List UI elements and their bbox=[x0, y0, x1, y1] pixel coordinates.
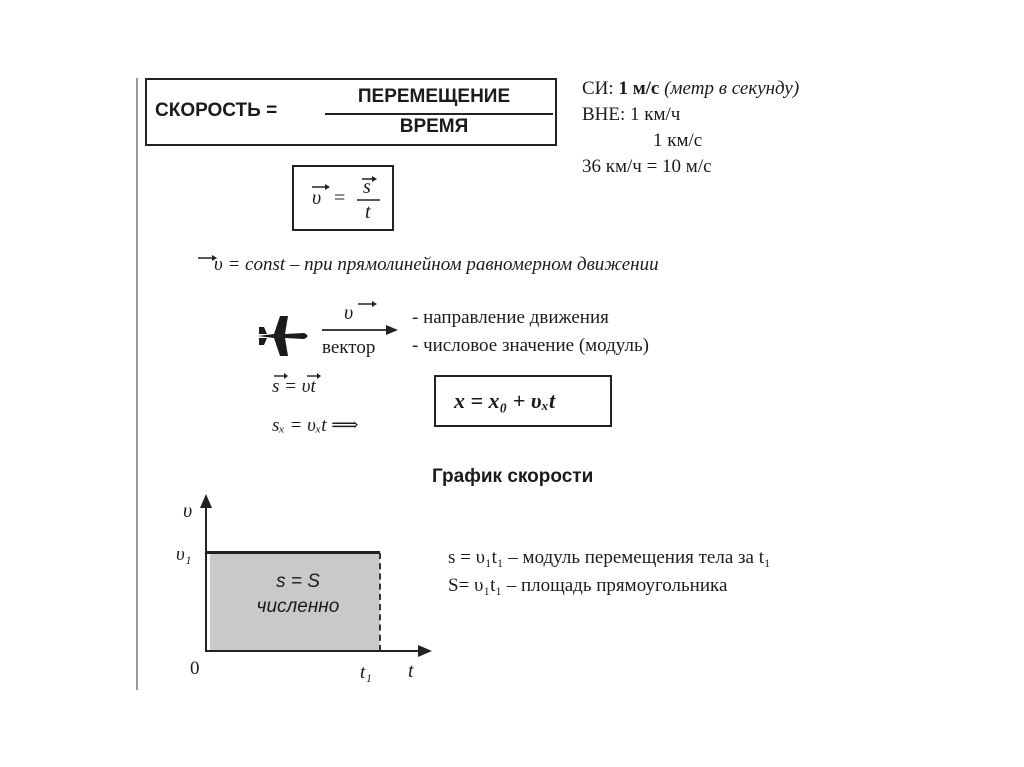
projection-formula: sₓ = υₓt ⟹ bbox=[272, 415, 359, 436]
const-line bbox=[214, 254, 659, 276]
vector-label: вектор bbox=[322, 337, 376, 358]
airplane-icon bbox=[256, 312, 312, 360]
graph-title: График скорости bbox=[432, 466, 594, 487]
units-si-prefix: СИ: bbox=[582, 78, 614, 99]
vector-arrowhead-v bbox=[325, 184, 330, 190]
units-extra-3: 36 км/ч = 10 м/с bbox=[582, 156, 712, 177]
units-si-value: 1 м/с bbox=[618, 78, 660, 99]
graph-t-level: t₁ bbox=[360, 662, 372, 683]
graph-origin: 0 bbox=[190, 658, 200, 679]
graph-y-arrowhead bbox=[200, 494, 212, 508]
displacement-rhs: = υt bbox=[284, 376, 316, 397]
definition-numerator: ПЕРЕМЕЩЕНИЕ bbox=[357, 86, 511, 107]
graph-velocity-line bbox=[206, 551, 380, 554]
graph-v-level: υ₁ bbox=[176, 544, 192, 565]
vector-num: s bbox=[363, 176, 371, 198]
graph-area-label-2: численно bbox=[256, 596, 340, 617]
vector-symbol: υ bbox=[344, 302, 354, 324]
note-line-1: s = υ₁t₁ – модуль перемещения тела за t₁ bbox=[448, 547, 771, 568]
const-text: = const – при прямолинейном равномерном движении bbox=[227, 254, 659, 275]
direction-arrow bbox=[320, 296, 400, 336]
fraction-line bbox=[325, 113, 553, 115]
units-si-note: (метр в секунду) bbox=[664, 78, 800, 99]
graph-x-axis bbox=[205, 650, 420, 652]
graph-x-arrowhead bbox=[418, 645, 432, 657]
vector-den: t bbox=[365, 201, 371, 223]
vector-desc-line2: - числовое значение (модуль) bbox=[412, 335, 649, 356]
graph-y-label: υ bbox=[183, 500, 193, 522]
vector-formula-box bbox=[292, 165, 394, 231]
units-extra-2: 1 км/с bbox=[653, 130, 703, 151]
vector-lhs: υ bbox=[312, 187, 322, 209]
graph-x-label: t bbox=[408, 660, 414, 682]
vector-equals: = bbox=[334, 187, 346, 209]
direction-symbol-head bbox=[372, 301, 377, 307]
coordinate-formula: x = x₀ + υₓt bbox=[454, 388, 556, 413]
const-symbol: υ bbox=[214, 254, 223, 275]
vector-desc-line1: - направление движения bbox=[412, 307, 609, 328]
vector-arrowhead-s bbox=[372, 176, 377, 182]
page-edge bbox=[136, 78, 138, 690]
definition-denominator: ВРЕМЯ bbox=[399, 116, 469, 137]
units-extra-1: ВНЕ: 1 км/ч bbox=[582, 104, 681, 125]
displacement-lhs: s bbox=[272, 376, 280, 397]
displacement-formula bbox=[272, 376, 316, 398]
definition-word: СКОРОСТЬ = bbox=[155, 100, 278, 121]
graph-y-axis bbox=[205, 500, 207, 652]
direction-arrowhead bbox=[386, 325, 398, 335]
definition-box bbox=[145, 78, 557, 146]
graph-dashed-line bbox=[379, 553, 381, 651]
note-line-2: S= υ₁t₁ – площадь прямоугольника bbox=[448, 575, 728, 596]
graph-area-label-1: s = S bbox=[276, 571, 320, 592]
units-si bbox=[582, 76, 799, 102]
coordinate-formula-box bbox=[434, 375, 612, 427]
